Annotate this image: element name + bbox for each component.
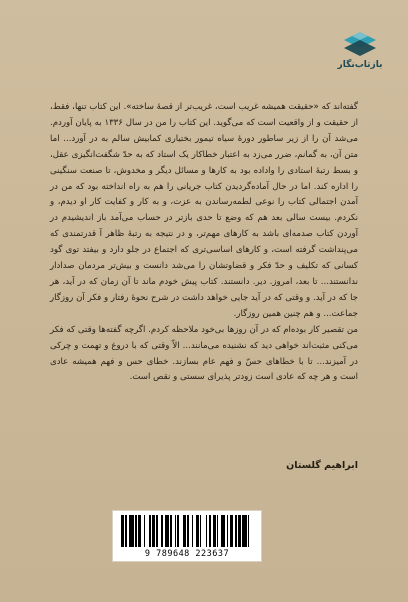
publisher-name: بازتاب‌نگار xyxy=(337,60,383,70)
barcode-number: 9 789648 223637 xyxy=(144,549,230,559)
barcode-bars xyxy=(121,515,253,547)
publisher-logo xyxy=(328,30,392,78)
paragraph-1: گفته‌اند که «حقیقت همیشه غریب است، غریب‌تر از قصهٔ ساخته». این کتاب تنها، فقط، از حقیقت و از واقعیت است که می‌گوید. این کتاب را من در سال ۱۳۳۶ به پایان آوردم. می‌شد آن را از زیر ساطور دورهٔ سیاه تیمور بختیاری کمابیش سالم به در آورد... اما متن آن، به گمانم، ضرر می‌زد به اعتبار خطاکار یک استاد که به حدّ شگفت‌انگیزی عقل، و بسط رتبهٔ استادی را واداده بود به کارها و مسائل دیگر و مخدوش، تا صنعت سنگینی را اداره کند. اما در حال آماده‌گردیدن کتاب جریانی را هم به راه انداخته بود که من در آمدن اجتمالی کتاب را نوعی لطمه‌رساندن به عزت، و به کار و کفایت کار او دیدم، و نکردم. بیست سالی بعد هم که وضع تا حدی بازتر در حساب می‌آمد باز اندیشیدم در آوردن کتاب صدمه‌ای باشد به کارهای مهم‌تر، و در نتیجه به رتبهٔ ظاهر آ قدرتمندی که می‌پنداشت گرفته است، و کارهای اساسی‌تری که اجتماع در جلو دارد و بیفتد توی گود کسانی که تکلیف و حدّ فکر و قضاوتشان را می‌شد دانست و بیش‌تر مردمان صدادار ندانستند... تا بعد، امروز. دیر. دانستند. کتاب پیش خودم ماند تا آن زمان که در آید، هر جا که در آید. و وقتی که در آید جایی خواهد داشت در شرح نحوهٔ رفتار و فکر آن روزگار جماعت... و هم چنین همین روزگار. xyxy=(50,102,358,319)
isbn-barcode xyxy=(112,510,262,562)
diamond-stack-icon xyxy=(338,30,382,60)
back-cover-text xyxy=(50,100,358,386)
author-name: ابراهیم گلستان xyxy=(286,460,358,471)
barcode-bar xyxy=(249,515,252,547)
paragraph-2: من تقصیر کار بوده‌ام که در آن روزها بی‌خود ملاحظه کردم. اگرچه گفته‌ها وقتی که فکر می‌کنی مثبت‌اند خواهی دید که نشنیده می‌مانند... الاّ وقتی که با دروغ و تهمت و چرکی در آمیزند... تا با خطاهای حسّ و فهم عام بسازند. خطای حس و فهم همیشه عادی است و هر چه که عادی است زودتر پذیرای سستی و نقص است. xyxy=(50,324,358,383)
